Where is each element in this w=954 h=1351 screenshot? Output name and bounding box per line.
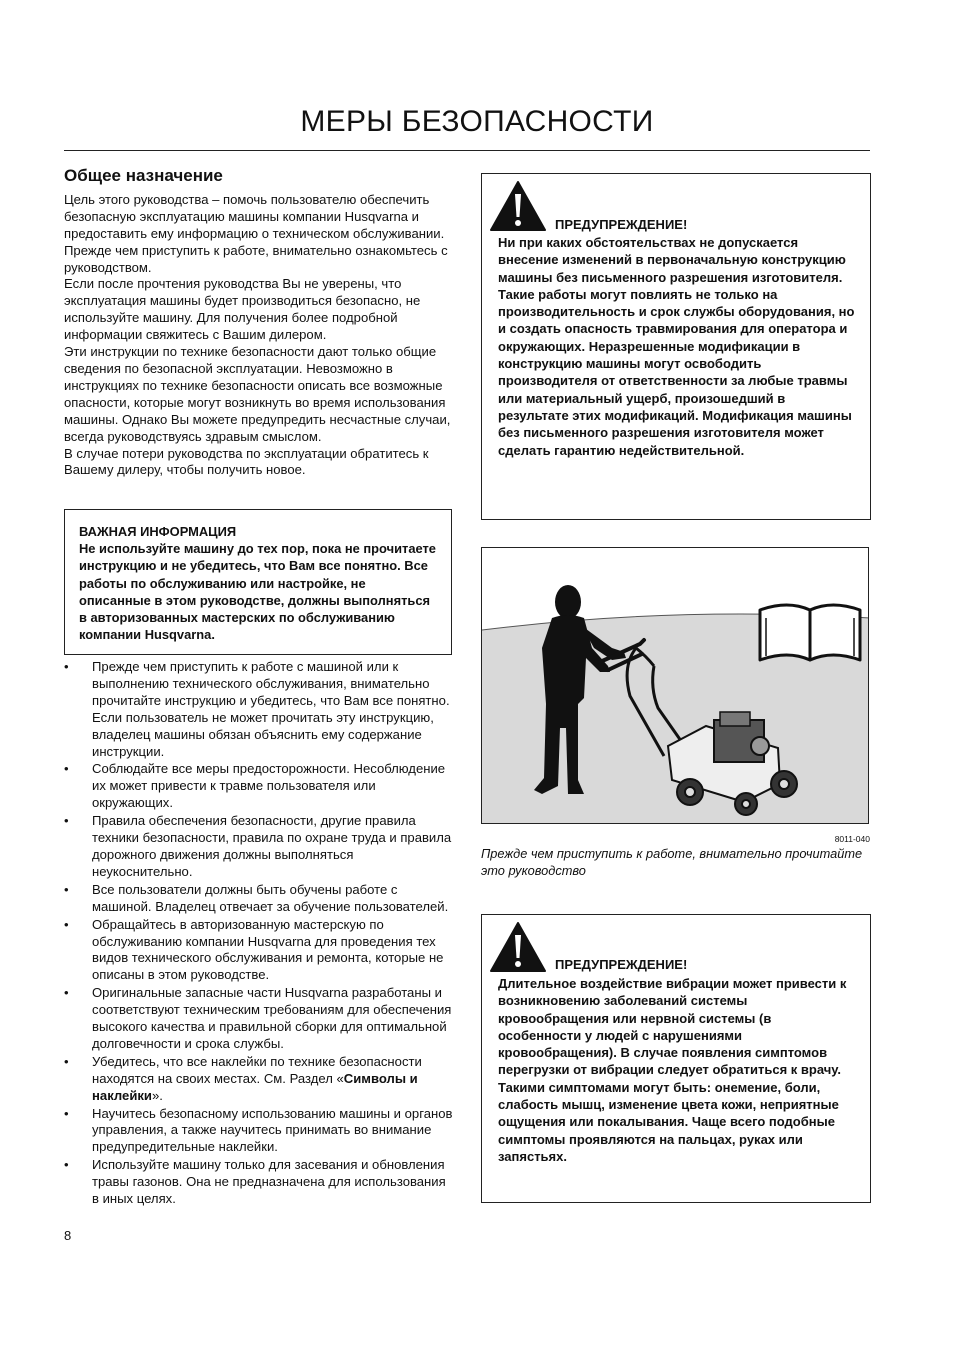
list-item-text: Соблюдайте все меры предосторожности. Несоблюдение их может привести к травме пользователя или окружающих.: [92, 761, 446, 811]
page-number: 8: [64, 1228, 72, 1243]
bullet-marker: •: [64, 985, 69, 1001]
list-item: [64, 813, 456, 881]
warning-body: Ни при каких обстоятельствах не допускается внесение изменений в первоначальную конструкцию машины без письменного разрешения изготовителя. Такие работы могут повлиять не только на производительность и срок службы оборудования, но и создать опасность травмирования для оператора и окружающих. Неразрешенные модификации в конструкцию машины могут освободить производителя от ответственности за любые травмы или материальный ущерб, произошедший в результате этих модификаций. Модификация машины без письменного разрешения изготовителя может сделать гарантию недействительной.: [498, 235, 855, 458]
general-section: [64, 168, 456, 479]
important-info-body: Не используйте машину до тех пор, пока не прочитаете инструкцию и не убедитесь, что Вам все понятно. Все работы по обслуживанию или настройке, не описанные в этом руководстве, должны выполняться в авторизованных мастерских по обслуживанию компании Husqvarna.: [79, 541, 436, 643]
section-reference: Символы и наклейки: [92, 1070, 418, 1103]
important-info-title: ВАЖНАЯ ИНФОРМАЦИЯ: [79, 524, 237, 539]
paragraph: Эти инструкции по технике безопасности дают только общие сведения по безопасной эксплуатации. Невозможно в инструкциях по технике безопасности описать все возможные опасности, которые могут возникнуть во время использования машины. Однако Вы можете предупредить несчастные случаи, всегда руководствуясь здравым смыслом.: [64, 344, 451, 444]
list-item-text: Все пользователи должны быть обучены работе с машиной. Владелец отвечает за обучение пользователей.: [92, 881, 449, 914]
figure-caption: Прежде чем приступить к работе, внимательно прочитайте это руководство: [481, 846, 863, 878]
warning-body: Длительное воздействие вибрации может привести к возникновению заболеваний системы кровообращения или нервной системы (в особенности у людей с нарушениями кровообращения). В случае появления симптомов перегрузки от вибрации следует обратиться к врачу. Такими симптомами могут быть: онемение, боли, слабость мышц, изменение цвета кожи, неприятные ощущения или покалывания. Чаще всего подобные симптомы проявляются на пальцах, руках или запястьях.: [498, 976, 847, 1164]
figure-code: 8011-040: [834, 834, 870, 844]
bullet-marker: •: [64, 1105, 69, 1121]
bullet-marker: •: [64, 881, 69, 897]
bullet-marker: •: [64, 916, 69, 932]
paragraph: В случае потери руководства по эксплуатации обратитесь к Вашему дилеру, чтобы получить новое.: [64, 445, 429, 478]
list-item: [64, 985, 456, 1053]
list-item: [64, 1106, 456, 1157]
bullet-marker: •: [64, 1053, 69, 1069]
list-item: [64, 917, 456, 985]
section-heading: Общее назначение: [64, 166, 223, 185]
warning-box-modifications: [481, 173, 871, 520]
bullet-marker: •: [64, 1157, 69, 1173]
paragraph: Если после прочтения руководства Вы не уверены, что эксплуатация машины будет производиться безопасно, не используйте машину. Для получения более подробной информации свяжитесь с Вашим дилером.: [64, 276, 421, 343]
operator-with-aerator-image: [482, 548, 869, 824]
list-item-text: Оригинальные запасные части Husqvarna разработаны и соответствуют техническим требованиям для обеспечения высокого качества и правильной сборки для оптимальной долговечности и срока службы.: [92, 985, 452, 1051]
bullet-marker: •: [64, 813, 69, 829]
operator-illustration: [481, 547, 869, 824]
bullet-marker: •: [64, 659, 69, 674]
warning-triangle-icon: [489, 180, 547, 232]
list-item-text: Прежде чем приступить к работе с машиной или к выполнению технического обслуживания, внимательно прочитайте инструкцию и убедитесь, что Вам все понятно. Если пользователь не может прочитать эту инструкцию, владелец машины обязан объяснить ему содержание инструкции.: [92, 659, 450, 759]
list-item: [64, 761, 456, 812]
list-item-text: Используйте машину только для засевания и обновления травы газонов. Она не предназначена для использования в иных целях.: [92, 1157, 446, 1207]
list-item-text-post: ».: [151, 1087, 163, 1103]
list-item-text: Обращайтесь в авторизованную мастерскую по обслуживанию компании Husqvarna для проведения тех видов технического обслуживания и ремонта, которые не описаны в этом руководстве.: [92, 916, 444, 983]
list-item: [64, 882, 456, 916]
bullet-list: [64, 659, 456, 1209]
list-item: [64, 1157, 456, 1208]
important-info-box: [64, 509, 452, 655]
warning-title: ПРЕДУПРЕЖДЕНИЕ!: [555, 957, 688, 972]
list-item-text: Научитесь безопасному использованию машины и органов управления, а также научитесь принимать во внимание предупредительные наклейки.: [92, 1105, 453, 1155]
bullet-marker: •: [64, 761, 69, 777]
warning-box-vibration: [481, 914, 871, 1203]
title-divider: [64, 150, 870, 151]
list-item: [64, 659, 456, 760]
paragraph: Цель этого руководства – помочь пользователю обеспечить безопасную эксплуатацию машины компании Husqvarna и предоставить ему информацию о техническом обслуживании. Прежде чем приступить к работе, внимательно ознакомьтесь с руководством.: [64, 191, 448, 275]
list-item-text: Правила обеспечения безопасности, другие правила техники безопасности, правила по охране труда и правила дорожного движения должны выполняться неукоснительно.: [92, 813, 452, 879]
page-title: МЕРЫ БЕЗОПАСНОСТИ: [300, 105, 654, 138]
warning-title: ПРЕДУПРЕЖДЕНИЕ!: [555, 217, 688, 232]
list-item: [64, 1054, 456, 1105]
warning-triangle-icon: [489, 921, 547, 973]
list-item-text-pre: Убедитесь, что все наклейки по технике безопасности находятся на своих местах. См. Раздел «: [92, 1053, 422, 1086]
open-book-icon: [760, 605, 860, 660]
